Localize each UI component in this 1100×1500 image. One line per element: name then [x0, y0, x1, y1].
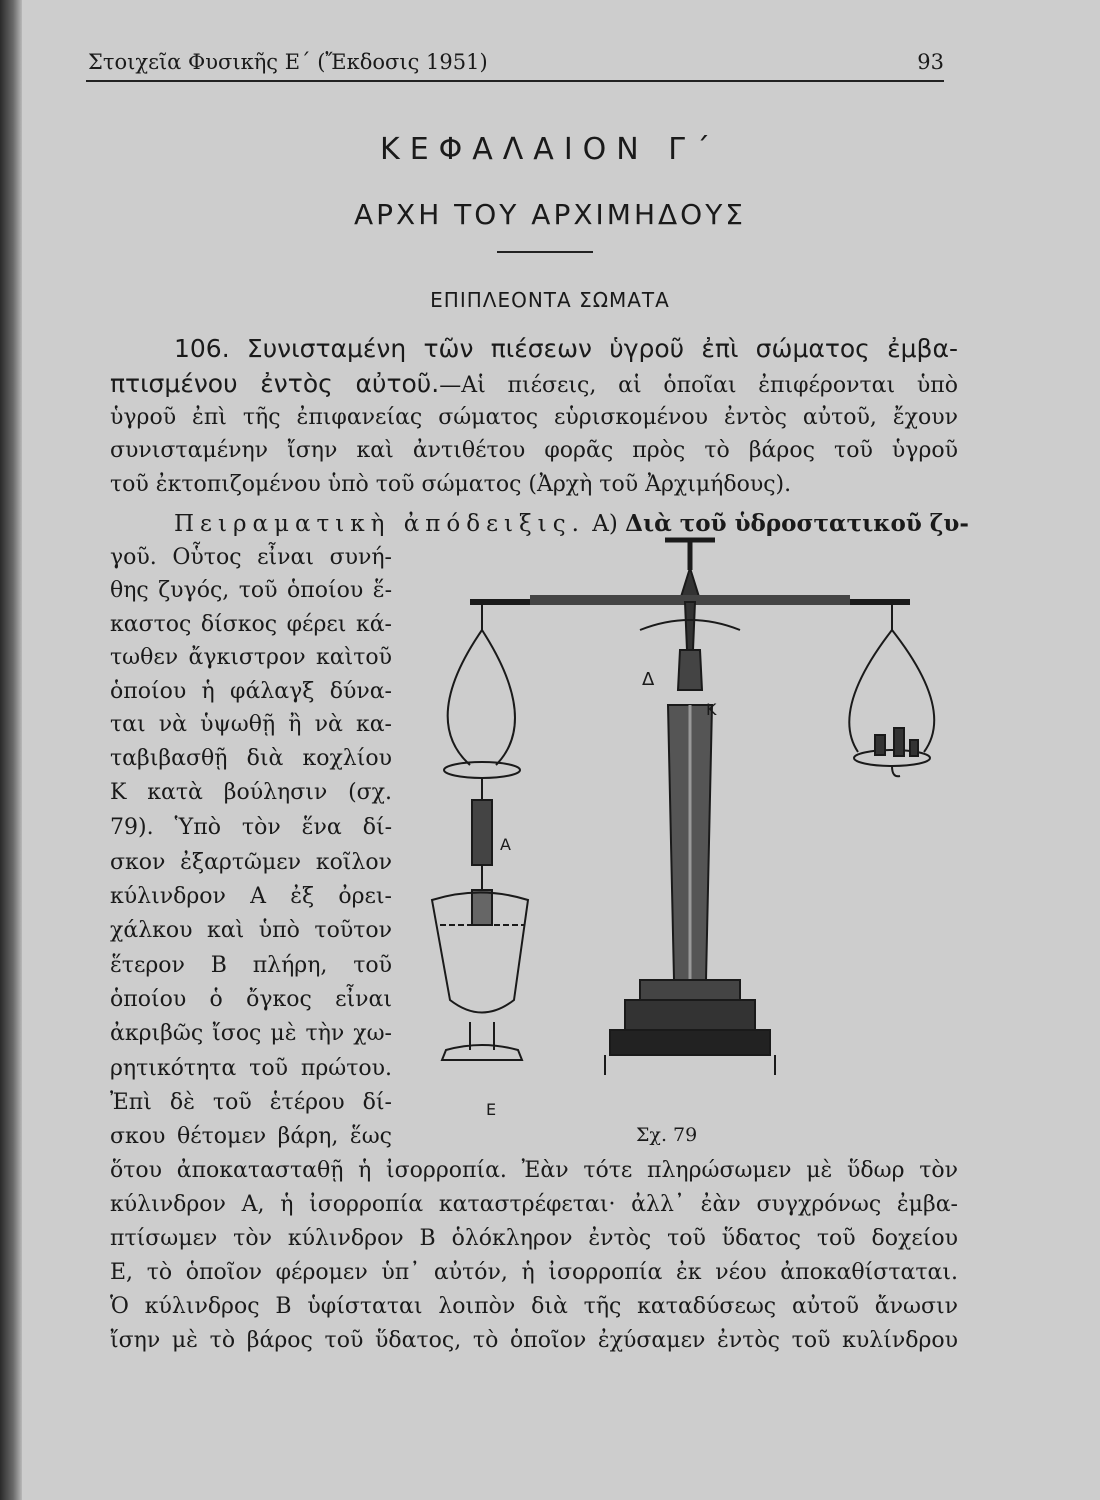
body-line: ὑγροῦ ἐπὶ τῆς ἐπιφανείας σώματος εὑρισκομένου ἐντὸς αὐτοῦ, ἔχουν: [110, 405, 958, 430]
left-pan: [444, 762, 520, 778]
wrapped-line: σκου θέτομεν βάρη, ἕως: [110, 1124, 392, 1149]
weights: [875, 728, 918, 756]
cylinder-a: [472, 778, 492, 865]
right-pan-chains: [849, 602, 934, 752]
wrapped-line: καστος δίσκος φέρει κά-: [110, 612, 392, 637]
page-number: 93: [917, 50, 944, 74]
wrapped-line: ἀκριβῶς ἴσος μὲ τὴν χω-: [110, 1021, 392, 1046]
label-delta: Δ: [642, 669, 655, 690]
body-line: ὅτου ἀποκατασταθῇ ἡ ἰσορροπία. Ἐὰν τότε πληρώσωμεν μὲ ὕδωρ τὸν: [110, 1158, 958, 1183]
body-line: Ὁ κύλινδρος Β ὑφίσταται λοιπὸν διὰ τῆς καταδύσεως αὐτοῦ ἄνωσιν: [110, 1294, 958, 1319]
wrapped-line: ται νὰ ὑψωθῇ ἢ νὰ κα-: [110, 712, 392, 737]
body-line: ἴσην μὲ τὸ βάρος τοῦ ὕδατος, τὸ ὁποῖον ἐχύσαμεν ἐντὸς τοῦ κυλίνδρου: [110, 1328, 958, 1353]
wrapped-line: ὁποίου ὁ ὄγκος εἶναι: [110, 987, 392, 1012]
running-header: [86, 46, 944, 82]
header-title: Στοιχεῖα Φυσικῆς Ε΄ (Ἔκδοσις 1951): [88, 50, 488, 74]
beaker-stem: [442, 1022, 522, 1060]
proof-label: Πειραματικὴ ἀπόδειξις.: [174, 511, 585, 537]
wrapped-line: χάλκου καὶ ὑπὸ τοῦτον: [110, 918, 392, 943]
wrapped-line: Κ κατὰ βούλησιν (σχ.: [110, 780, 392, 805]
proof-a-prefix: Α): [592, 511, 618, 537]
body-line: συνισταμένην ἴσην καὶ ἀντιθέτου φορᾶς πρὸς τὸ βάρος τοῦ ὑγροῦ: [110, 438, 958, 463]
left-pan-chains: [448, 602, 515, 765]
title-rule: [497, 251, 593, 253]
wrapped-line: γοῦ. Οὗτος εἶναι συνή-: [110, 545, 392, 570]
beam-center: [685, 602, 695, 650]
base-plinth: [610, 1030, 770, 1055]
body-line: πτίσωμεν τὸν κύλινδρον Β ὁλόκληρον ἐντὸς τοῦ ὕδατος τοῦ δοχείου: [110, 1226, 958, 1251]
proof-a-title: Διὰ τοῦ ὑδροστατικοῦ ζυ-: [625, 510, 969, 537]
body-line: Ε, τὸ ὁποῖον φέρομεν ὑπ᾽ αὐτόν, ἡ ἰσορροπία ἐκ νέου ἀποκαθίσταται.: [110, 1260, 958, 1285]
base-step-1: [640, 980, 740, 1000]
hydrostatic-balance-figure: [410, 530, 950, 1120]
wrapped-line: ὁποίου ἡ φάλαγξ δύνα-: [110, 679, 392, 704]
paragraph-text-start: —Αἱ πιέσεις, αἱ ὁποῖαι ἐπιφέρονται ὑπὸ: [439, 373, 958, 398]
paragraph-heading-line-2: [110, 369, 958, 398]
heading-continuation: πτισμένου ἐντὸς αὐτοῦ.: [110, 369, 440, 398]
wrapped-line: τωθεν ἄγκιστρον καὶτοῦ: [110, 645, 392, 670]
cylinder-b: [472, 865, 492, 925]
paragraph-heading-line-1: 106. Συνισταμένη τῶν πιέσεων ὑγροῦ ἐπὶ σώματος ἐμβα-: [174, 334, 958, 363]
label-a: Α: [500, 835, 511, 854]
screw-k: [678, 650, 702, 690]
wrapped-line: Ἐπὶ δὲ τοῦ ἑτέρου δί-: [110, 1090, 392, 1115]
chapter-number: ΚΕΦΑΛΑΙΟΝ Γ΄: [380, 132, 720, 167]
label-e: Ε: [486, 1100, 497, 1119]
right-hook: [892, 766, 900, 776]
chapter-title: ΑΡΧΗ ΤΟΥ ΑΡΧΙΜΗΔΟΥΣ: [353, 198, 746, 231]
wrapped-line: θης ζυγός, τοῦ ὁποίου ἕ-: [110, 578, 392, 603]
wrapped-line: σκον ἐξαρτῶμεν κοῖλον: [110, 850, 392, 875]
label-k: Κ: [706, 700, 717, 719]
wrapped-line: κύλινδρον Α ἐξ ὀρει-: [110, 884, 392, 909]
wrapped-line: 79). Ὑπὸ τὸν ἕνα δί-: [110, 815, 392, 840]
wrapped-line: ἕτερον Β πλήρη, τοῦ: [110, 953, 392, 978]
base-step-2: [625, 1000, 755, 1030]
body-line: κύλινδρον Α, ἡ ἰσορροπία καταστρέφεται· ἀλλ᾽ ἐὰν συγχρόνως ἐμβα-: [110, 1192, 958, 1217]
base-feet: [605, 1055, 775, 1075]
body-line: τοῦ ἐκτοπιζομένου ὑπὸ τοῦ σώματος (Ἀρχὴ τοῦ Ἀρχιμήδους).: [110, 472, 792, 497]
section-title: ΕΠΙΠΛΕΟΝΤΑ ΣΩΜΑΤΑ: [430, 288, 670, 312]
figure-caption: Σχ. 79: [636, 1124, 698, 1146]
wrapped-line: ταβιβασθῇ διὰ κοχλίου: [110, 746, 392, 771]
wrapped-line: ρητικότητα τοῦ πρώτου.: [110, 1056, 392, 1081]
